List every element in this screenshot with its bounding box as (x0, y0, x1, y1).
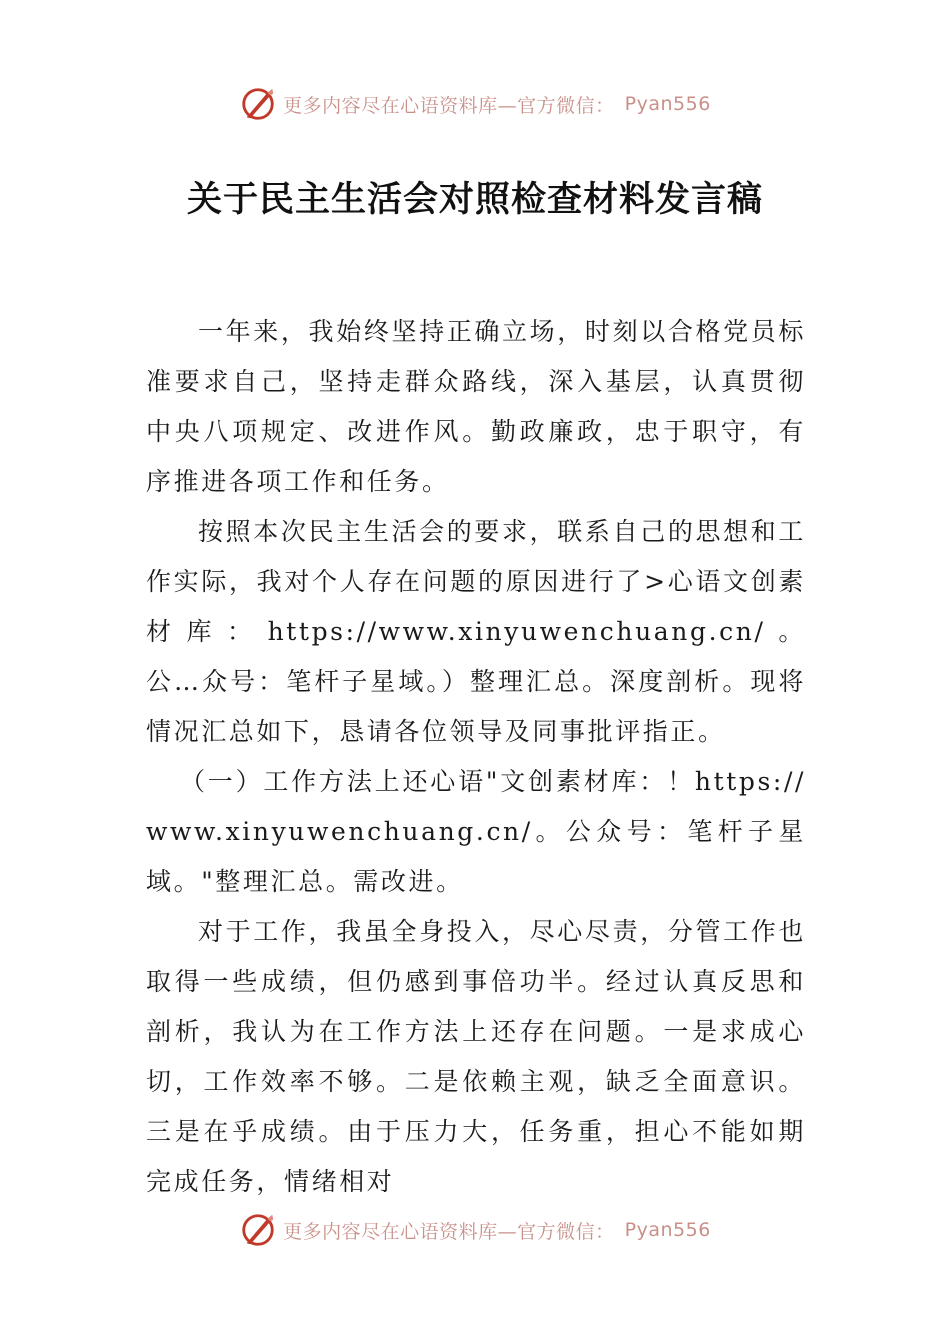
paragraph: （一）工作方法上还心语"文创素材库：！https://www.xinyuwenchuang.cn/。公众号：笔杆子星域。"整理汇总。需改进。 (146, 767, 806, 896)
paragraph: 一年来，我始终坚持正确立场，时刻以合格党员标准要求自己，坚持走群众路线，深入基层，认真贯彻中央八项规定、改进作风。勤政廉政，忠于职守，有序推进各项工作和任务。 (146, 317, 806, 496)
document-body (146, 307, 806, 1207)
pen-logo-icon (239, 85, 277, 123)
watermark-text: 更多内容尽在心语资料库—官方微信： (283, 1220, 615, 1243)
watermark-wechat-id: Pyan556 (624, 1219, 711, 1241)
paragraph: 对于工作，我虽全身投入，尽心尽责，分管工作也取得一些成绩，但仍感到事倍功半。经过认真反思和剖析，我认为在工作方法上还存在问题。一是求成心切，工作效率不够。二是依赖主观，缺乏全面意识。三是在乎成绩。由于压力大，任务重，担心不能如期完成任务，情绪相对 (146, 917, 806, 1196)
pen-logo-icon (239, 1211, 277, 1249)
watermark-wechat-id: Pyan556 (624, 93, 711, 115)
document-title: 关于民主生活会对照检查材料发言稿 (186, 180, 763, 220)
footer-watermark (0, 1210, 950, 1250)
header-watermark (0, 84, 950, 124)
watermark-text: 更多内容尽在心语资料库—官方微信： (283, 94, 615, 117)
paragraph: 按照本次民主生活会的要求，联系自己的思想和工作实际，我对个人存在问题的原因进行了>心语文创素材库：https://www.xinyuwenchuang.cn/。公…众号：笔杆子星域。）整理汇总。深度剖析。现将情况汇总如下，恳请各位领导及同事批评指正。 (146, 517, 806, 746)
